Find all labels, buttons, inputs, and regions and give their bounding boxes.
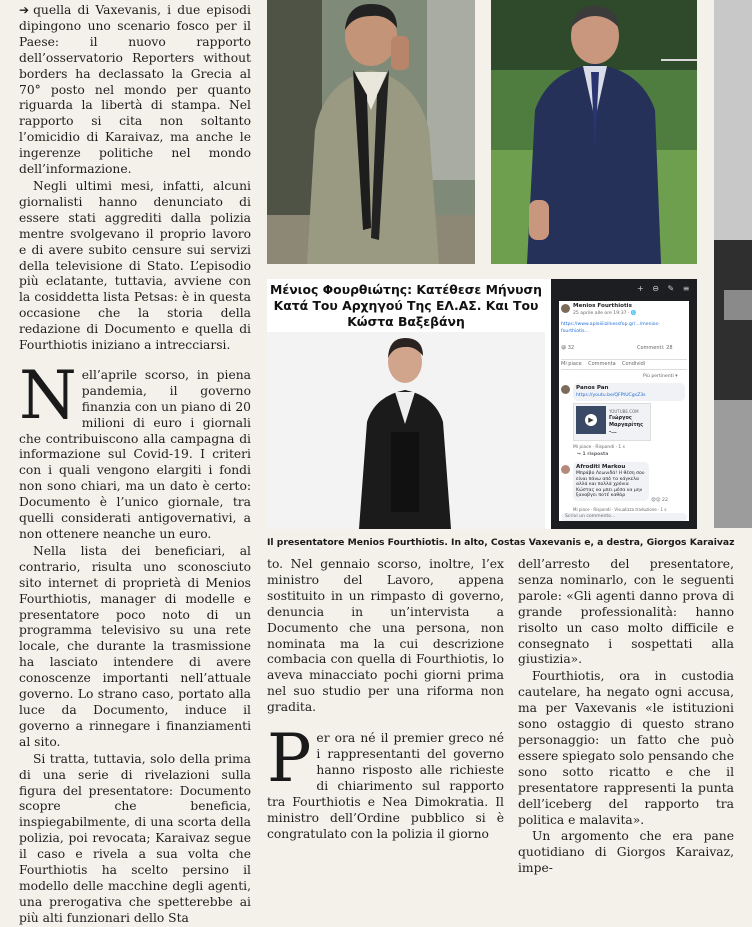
avatar (561, 465, 570, 474)
facebook-post-screenshot (551, 279, 697, 529)
fb-link[interactable]: https://www.aploiiiizilnessfop.gr/.../menios-fourthiotis... (561, 322, 660, 334)
paragraph: Un argomento che era pane quotidiano di Giorgos Karaivaz, impe- (518, 829, 734, 876)
fb-like-button[interactable]: Mi piace (561, 361, 582, 367)
paragraph-text: quella di Vaxevanis, i due episodi dipingono uno scenario fosco per il Paese: il nuovo rapporto dell’osservatorio Reporters without borders ha declassato la Grecia al 70° posto nel mondo per quanto riguarda la libertà di stampa. Nel rapporto si cita non soltanto l’omicidio di Karaivaz, ma anche le ingerenze politiche nel mondo dell’informazione. (19, 3, 251, 177)
photo-illustration (714, 0, 752, 528)
youtube-preview[interactable] (573, 403, 651, 441)
fb-comment-reactions: 😡😮 22 (651, 498, 668, 503)
continue-arrow-icon: ➔ (19, 3, 30, 17)
fb-comment-2 (573, 462, 649, 501)
video-thumbnail (576, 406, 606, 434)
fb-comment-1 (573, 383, 685, 401)
paragraph (19, 3, 251, 178)
article-column-1 (19, 3, 251, 927)
fb-date: 25 aprile alle ore 19:37 · 🌐 (573, 311, 637, 316)
fb-comment-text: Μπράβο Λεωνιδά! Η θέση σου είναι πάνω από τα κάγκελα αλλά και πολλά χρόνια Κώστας να μπει μέσα να μην ξαναβγει ποτέ καθάρ (576, 471, 645, 499)
fb-comment-link[interactable]: https://youtu.be/QFPtUCgsZ3s (576, 393, 646, 398)
play-icon: ▶ (585, 414, 597, 426)
photo-menios-fourthiotis (267, 332, 545, 529)
photo-illustration (267, 332, 545, 529)
photo-giorgos-karaivaz (491, 0, 697, 264)
photo-caption: Il presentatore Menios Fourthiotis. In alto, Costas Vaxevanis e, a destra, Giorgos Karaivaz (267, 537, 735, 548)
drop-cap: P (267, 720, 312, 798)
fb-comment-actions[interactable]: Mi piace · Rispondi · Visualizza traduzione · 1 s (573, 507, 667, 512)
fb-share-button[interactable]: Condividi (622, 361, 646, 367)
paragraph: ell’aprile scorso, in piena pandemia, il governo finanzia con un piano di 20 milioni di euro i giornali che contribuiscono alla campagna di informazione sul Covid-19. I criteri con i quali vengono elargiti i fondi non sono chiari, ma un dato è certo: Documento è l’unico giornale, tra quelli considerati antigovernativi, a non ottenere neanche un euro. (19, 367, 251, 541)
fb-author: Menios Fourthiotis (573, 303, 632, 309)
dropcap-paragraph (19, 356, 251, 543)
paragraph: Fourthiotis, ora in custodia cautelare, ha negato ogni accusa, ma per Vaxevanis «le istituzioni sono ostaggio di questo strano personaggio: un fatto che può essere spiegato solo pensando che sono sotto ricatto e che il presentatore rappresenti la punta dell’iceberg del rapporto tra politica e malavita». (518, 669, 734, 827)
avatar (561, 385, 570, 394)
paragraph: to. Nel gennaio scorso, inoltre, l’ex ministro del Lavoro, appena sostituito in un rimpasto di governo, denuncia in un’intervista a Documento che una persona, non nominata ma la cui descrizione combacia con quella di Fourthiotis, lo aveva minacciato pochi giorni prima nel suo studio per una riforma non gradita. (267, 557, 504, 715)
fb-reactions: 😆 32 (561, 345, 575, 351)
article-column-2 (267, 557, 504, 842)
paragraph: er ora né il premier greco né i rappresentanti del governo hanno risposto alle richieste di chiarimento sul rapporto tra Fourthiotis e Nea Dimokratia. Il ministro dell’Ordine pubblico si è congratulato con la polizia il giorno (267, 731, 504, 841)
article-column-3 (518, 557, 734, 877)
yt-source: YOUTUBE.COM (609, 409, 639, 414)
fb-toolbar-icons: + ⊖ ✎ ≡ (637, 284, 693, 293)
fb-replies-link[interactable]: ↪ 1 risposta (577, 452, 609, 457)
fb-comment-input[interactable]: Scrivi un commento... (561, 513, 687, 521)
paragraph: Nella lista dei beneficiari, al contrario, risulta uno sconosciuto sito internet di proprietà di Menios Fourthiotis, manager di modelle e presentatore poco noto di un programma televisivo su una rete locale, che durante la trasmissione ha lasciato intendere di avere conoscenze importanti nell’attuale governo. Lo strano caso, portato alla luce da Documento, induce il governo a rinnegare i finanziamenti al sito. (19, 543, 251, 749)
dropcap-paragraph (267, 720, 504, 842)
embedded-screenshot (267, 279, 697, 529)
paragraph: Negli ultimi mesi, infatti, alcuni giornalisti hanno denunciato di essere stati aggrediti dalla polizia mentre svolgevano il proprio lavoro e di avere subito censure sui servizi della televisione di Stato. L’episodio più eclatante, tuttavia, avviene con la cosiddetta lista Petsas: è in questa occasione che la storia della redazione di Documento e quella di Fourthiotis iniziano a intrecciarsi. (19, 178, 251, 353)
yt-title: Γιώργος Μαργαρίτης -... (609, 415, 644, 435)
fb-comment-author: Afroditi Markou (576, 464, 626, 470)
avatar (561, 304, 570, 313)
fb-comments-count: Commenti: 28 (637, 345, 673, 351)
photo-edge-crop (714, 0, 752, 528)
greek-headline: Μένιος Φουρθιώτης: Κατέθεσε Μήνυση Κατά Του Αρχηγού Της ΕΛ.ΑΣ. Και Του Κώστα Βαξεβάνη (269, 282, 543, 329)
paragraph: dell’arresto del presentatore, senza nominarlo, con le seguenti parole: «Gli agenti danno prova di grande professionalità: hanno risolto un caso molto difficile e consegnato i sospettati alla giustizia». (518, 557, 734, 667)
fb-comment-actions[interactable]: Mi piace · Rispondi · 1 s (573, 445, 625, 450)
paragraph: Si tratta, tuttavia, solo della prima di una serie di rivelazioni sulla figura del presentatore: Documento scopre che beneficia, inspiegabilmente, di una scorta della polizia, poi revocata; Karaivaz segue il caso e rivela a sua volta che Fourthiotis ha scelto persino il modello delle macchine degli agenti, una prerogativa che spetterebbe ai più alti funzionari dello Sta (19, 751, 251, 925)
photo-costas-vaxevanis (267, 0, 475, 264)
fb-sort-dropdown[interactable]: Più pertinenti ▾ (643, 374, 678, 379)
fb-comment-author: Panos Pan (576, 385, 609, 391)
fb-comment-button[interactable]: Commenta (588, 361, 616, 367)
drop-cap: N (19, 356, 77, 434)
fb-post-card (559, 301, 689, 521)
photo-illustration (491, 0, 697, 264)
photo-illustration (267, 0, 475, 264)
fb-action-bar (561, 359, 687, 370)
